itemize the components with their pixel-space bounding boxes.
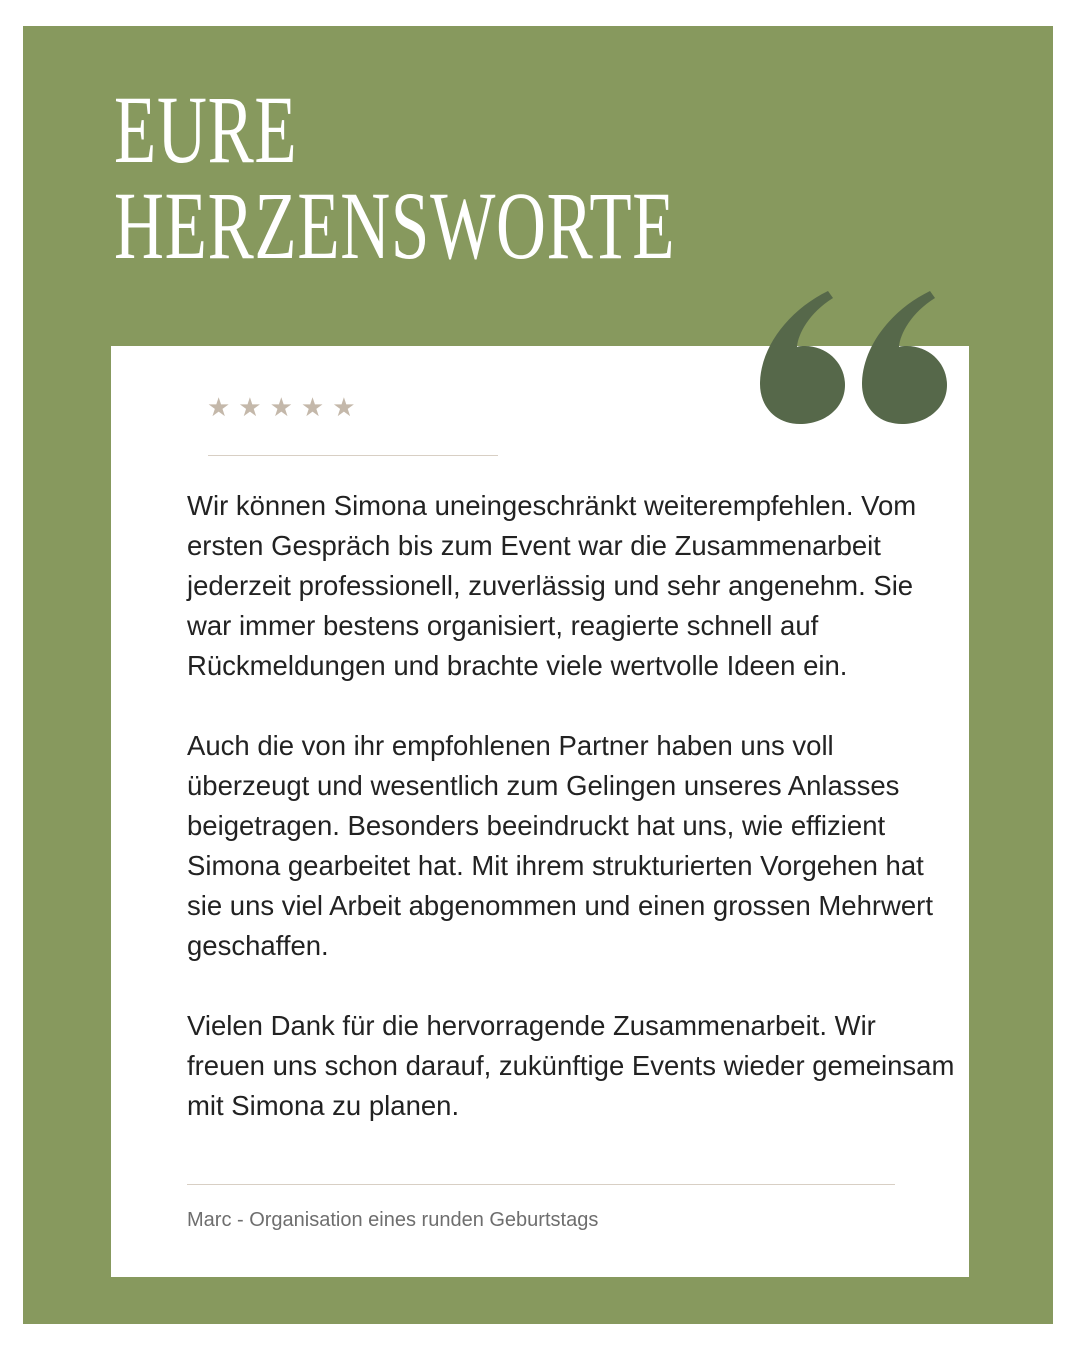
page-title [114,76,676,279]
author-divider [187,1184,895,1185]
testimonial-author: Marc - Organisation eines runden Geburtstags [187,1209,599,1231]
star-rating: ★★★★★ [207,393,364,423]
testimonial-paragraph-2: Auch die von ihr empfohlenen Partner haben uns voll überzeugt und wesentlich zum Gelingen unseres Anlasses beigetragen. Besonders beeindruckt hat uns, wie effizient Simona gearbeitet hat. Mit ihrem strukturierten Vorgehen hat sie uns viel Arbeit abgenommen und einen grossen Mehrwert geschaffen. [187,730,933,961]
rating-divider [208,455,498,456]
title-line-2: HERZENSWORTE [114,172,676,279]
testimonial-text [187,486,957,1126]
testimonial-paragraph-3: Vielen Dank für die hervorragende Zusammenarbeit. Wir freuen uns schon darauf, zukünftige Events wieder gemeinsam mit Simona zu planen. [187,1010,955,1121]
title-line-1: EURE [114,76,298,183]
quote-icon [757,289,947,429]
testimonial-paragraph-1: Wir können Simona uneingeschränkt weiterempfehlen. Vom ersten Gespräch bis zum Event war die Zusammenarbeit jederzeit professionell, zuverlässig und sehr angenehm. Sie war immer bestens organisiert, reagierte schnell auf Rückmeldungen und brachte viele wertvolle Ideen ein. [187,490,917,681]
